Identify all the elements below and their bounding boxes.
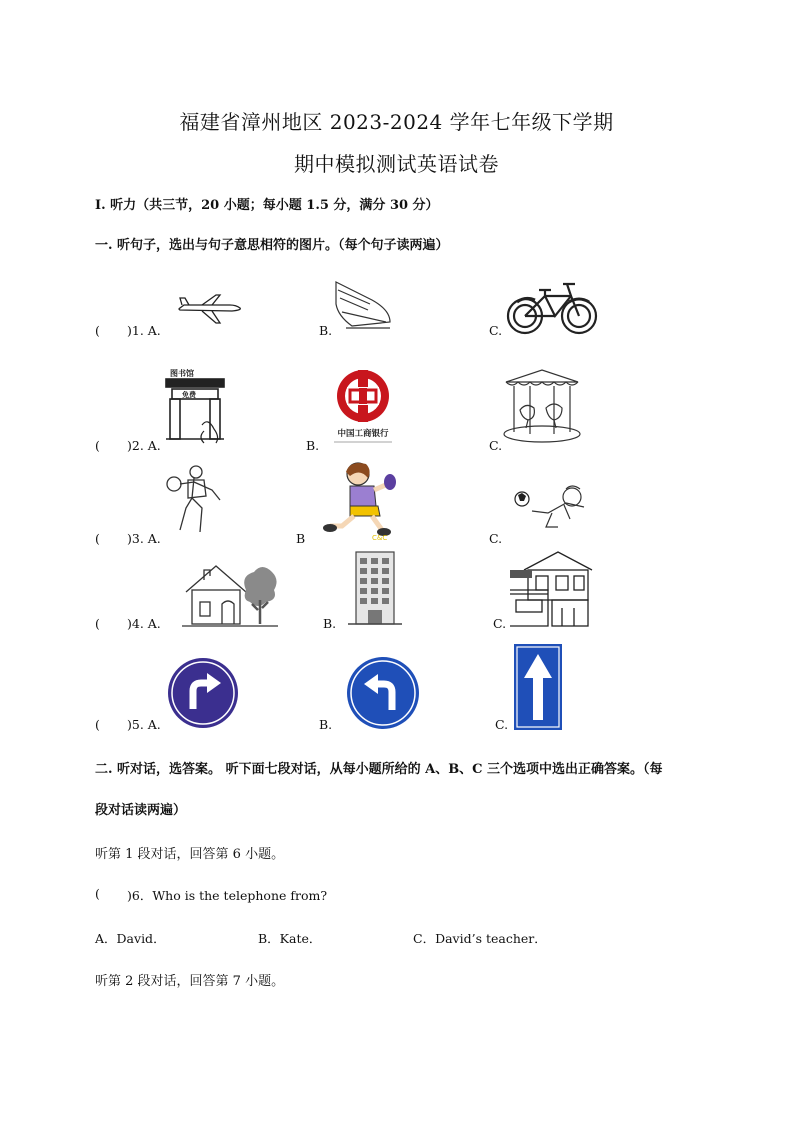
q4-paren: ( [95, 616, 100, 631]
turn-right-sign-icon [167, 657, 239, 729]
document-title-line2: 期中模拟测试英语试卷 [294, 152, 499, 176]
q3-paren: ( [95, 531, 100, 546]
airplane-icon [176, 292, 244, 326]
library-gate-icon [162, 367, 228, 445]
dialogue2-intro: 听第 2 段对话，回答第 7 小题。 [95, 974, 285, 989]
q2-label: )2. A. [127, 438, 161, 453]
bicycle-icon [505, 272, 599, 336]
q6-option-c: C．David’s teacher． [413, 931, 547, 946]
q1-option-c: C. [489, 323, 503, 338]
library-sign-text: 图书馆 [170, 369, 194, 378]
bank-name-text: 中国工商银行 [337, 429, 389, 439]
part1-heading: I. 听力（共三节，20 小题；每小题 1.5 分，满分 30 分） [95, 198, 439, 213]
boy-kicking-ball-icon [512, 483, 592, 533]
q6-paren: ( [95, 886, 100, 901]
q3-option-c: C. [489, 531, 503, 546]
tall-building-icon [346, 548, 404, 628]
section2-heading-line2: 段对话读两遍） [95, 803, 187, 818]
q6-option-a: A．David． [95, 931, 166, 946]
icbc-bank-logo-icon [328, 368, 398, 444]
q3-option-b: B [296, 531, 306, 546]
q4-option-b: B. [323, 616, 337, 631]
q4-option-c: C. [493, 616, 507, 631]
q1-option-b: B. [319, 323, 333, 338]
carousel-icon [500, 368, 584, 446]
q6-text: )6．Who is the telephone from? [127, 888, 328, 903]
svg-text:C&C: C&C [372, 534, 388, 540]
q4-label: )4. A. [127, 616, 161, 631]
go-straight-sign-icon [514, 644, 562, 730]
q5-paren: ( [95, 717, 100, 732]
section2-heading-line1: 二. 听对话，选答案。 听下面七段对话，从每小题所给的 A、B、C 三个选项中选出正确答案。（每 [95, 762, 663, 777]
dialogue1-intro: 听第 1 段对话，回答第 6 小题。 [95, 847, 285, 862]
library-free-text: 免费 [182, 391, 196, 399]
two-storey-house-icon [508, 550, 594, 628]
q5-option-b: B. [319, 717, 333, 732]
q2-option-c: C. [489, 438, 503, 453]
q3-label: )3. A. [127, 531, 161, 546]
girl-running-icon [320, 460, 402, 540]
q6-option-b: B．Kate． [258, 931, 322, 946]
q1-paren: ( [95, 323, 100, 338]
basketball-player-icon [164, 462, 236, 536]
section1-heading: 一. 听句子，选出与句子意思相符的图片。（每个句子读两遍） [95, 238, 449, 253]
q5-label: )5. A. [127, 717, 161, 732]
document-title-line1: 福建省漳州地区 2023-2024 学年七年级下学期 [179, 110, 614, 134]
q2-paren: ( [95, 438, 100, 453]
cottage-with-tree-icon [180, 560, 280, 628]
q2-option-b: B. [306, 438, 320, 453]
turn-left-sign-icon [346, 656, 420, 730]
bullet-train-icon [332, 276, 394, 334]
q1-label: )1. A. [127, 323, 161, 338]
q5-option-c: C. [495, 717, 509, 732]
